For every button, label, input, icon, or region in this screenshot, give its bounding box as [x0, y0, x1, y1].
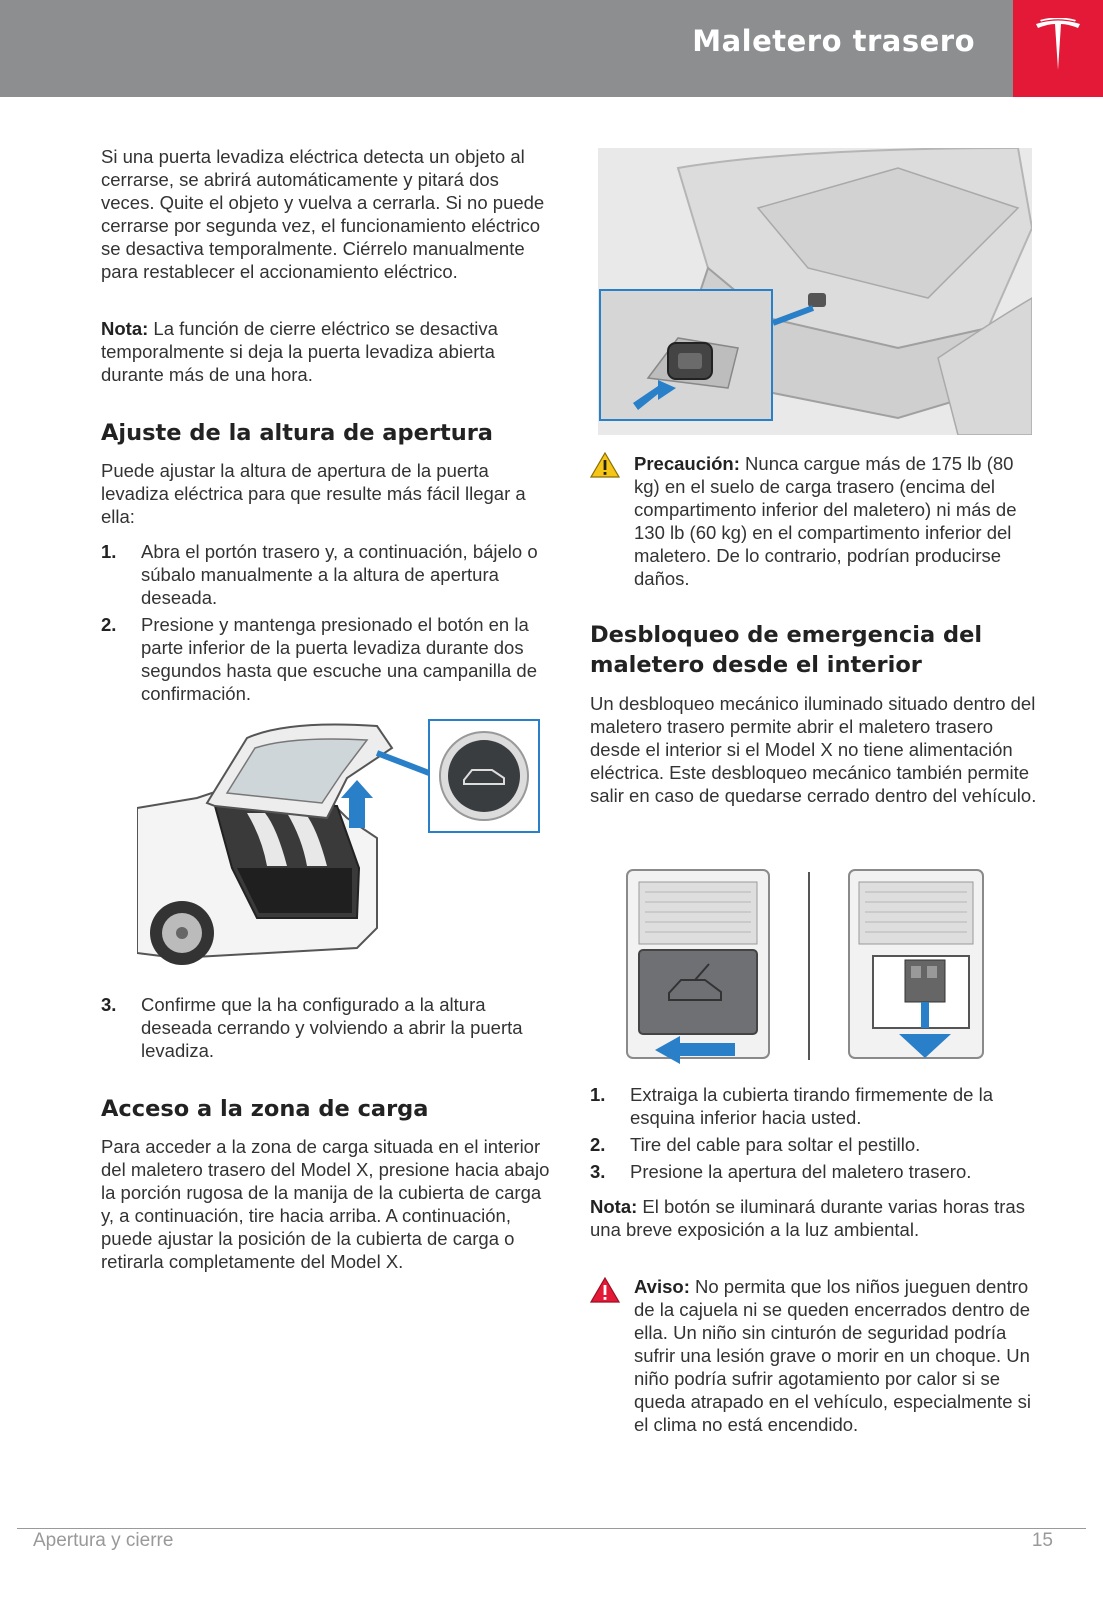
note-paragraph-2 [590, 1195, 1040, 1241]
brand-logo [1013, 0, 1103, 97]
list-item [590, 1133, 1040, 1156]
cargo-area-graphic [598, 148, 1032, 435]
section-heading-cargo: Acceso a la zona de carga [101, 1096, 429, 1122]
note-label: Nota: [590, 1196, 638, 1217]
step-number: 3. [590, 1161, 606, 1182]
emergency-text: Un desbloqueo mecánico iluminado situado dentro del maletero trasero permite abrir el maletero trasero desde el interior si el Model X no tiene alimentación eléctrica. Este desbloqueo mecánico también permite salir en caso de quedarse cerrado dentro del vehículo. [590, 693, 1037, 806]
footer-section: Apertura y cierre [33, 1530, 174, 1551]
list-item [101, 613, 551, 705]
step-text: Presione la apertura del maletero trasero. [630, 1161, 972, 1182]
caution-text: Nunca cargue más de 175 lb (80 kg) en el suelo de carga trasero (encima del compartimento inferior del maletero) ni más de 130 lb (60 kg) en el compartimento inferior del maletero. De lo contrario, podrían producirse daños. [634, 453, 1017, 589]
list-item [101, 540, 551, 609]
emergency-paragraph [590, 692, 1040, 807]
note-text: La función de cierre eléctrico se desactiva temporalmente si deja la puerta levadiza abierta durante más de una hora. [101, 318, 498, 385]
page-title: Maletero trasero [692, 24, 975, 58]
height-steps-list [101, 540, 551, 709]
warning-alert [590, 1275, 1040, 1436]
emergency-release-graphic [625, 868, 985, 1064]
step-text: Extraiga la cubierta tirando firmemente de la esquina inferior hacia usted. [630, 1084, 993, 1128]
intro-text: Si una puerta levadiza eléctrica detecta un objeto al cerrarse, se abrirá automáticamente y pitará dos veces. Quite el objeto y vuelva a cerrarla. Si no puede cerrarse por segunda vez, el funcionamiento eléctrico se desactiva temporalmente. Ciérrelo manualmente para restablecer el accionamiento eléctrico. [101, 146, 545, 282]
cargo-area-illustration [598, 148, 1032, 435]
page-header [0, 0, 1103, 97]
step-text: Confirme que la ha configurado a la altura deseada cerrando y volviendo a abrir la puerta levadiza. [141, 994, 523, 1061]
list-item [101, 993, 551, 1062]
section-heading-height: Ajuste de la altura de apertura [101, 420, 493, 446]
note-label: Nota: [101, 318, 149, 339]
height-step-3 [101, 993, 551, 1066]
list-item [590, 1083, 1040, 1129]
step-number: 1. [590, 1084, 606, 1105]
emergency-release-illustration [625, 868, 985, 1064]
warning-label: Aviso: [634, 1276, 690, 1297]
liftgate-illustration [137, 718, 541, 982]
caution-triangle-icon [590, 452, 620, 478]
step-text: Abra el portón trasero y, a continuación, bájelo o súbalo manualmente a la altura de apertura deseada. [141, 541, 538, 608]
warning-triangle-icon [590, 1277, 620, 1303]
warning-text: No permita que los niños jueguen dentro de la cajuela ni se queden encerrados dentro de ella. Un niño sin cinturón de seguridad podría sufrir una lesión grave o morir en un choque. Un niño podría sufrir agotamiento por calor si se queda atrapado en el vehículo, especialmente si el clima no está encendido. [634, 1276, 1031, 1435]
step-number: 2. [101, 614, 117, 635]
list-item [590, 1160, 1040, 1183]
liftgate-illustration-graphic [137, 718, 541, 982]
cargo-text: Para acceder a la zona de carga situada en el interior del maletero trasero del Model X, presione hacia abajo la porción rugosa de la manija de la cubierta de carga y, a continuación, tire hacia arriba. A continuación, puede ajustar la posición de la cubierta de carga o retirarla completamente del Model X. [101, 1136, 550, 1272]
note-paragraph [101, 317, 551, 386]
caution-alert [590, 452, 1040, 590]
tesla-logo-icon [1034, 18, 1082, 72]
caution-label: Precaución: [634, 453, 740, 474]
step-text: Tire del cable para soltar el pestillo. [630, 1134, 921, 1155]
step-number: 2. [590, 1134, 606, 1155]
height-intro [101, 459, 551, 528]
step-number: 1. [101, 541, 117, 562]
step-number: 3. [101, 994, 117, 1015]
page-number: 15 [1031, 1530, 1053, 1551]
cargo-paragraph [101, 1135, 551, 1273]
intro-paragraph [101, 145, 551, 283]
footer-divider [17, 1528, 1086, 1529]
height-intro-text: Puede ajustar la altura de apertura de la puerta levadiza eléctrica para que resulte más fácil llegar a ella: [101, 460, 526, 527]
note-text: El botón se iluminará durante varias horas tras una breve exposición a la luz ambiental. [590, 1196, 1025, 1240]
section-heading-emergency: Desbloqueo de emergencia del maletero desde el interior [590, 622, 983, 678]
emergency-steps-list [590, 1083, 1040, 1187]
step-text: Presione y mantenga presionado el botón en la parte inferior de la puerta levadiza durante dos segundos hasta que escuche una campanilla de confirmación. [141, 614, 537, 704]
